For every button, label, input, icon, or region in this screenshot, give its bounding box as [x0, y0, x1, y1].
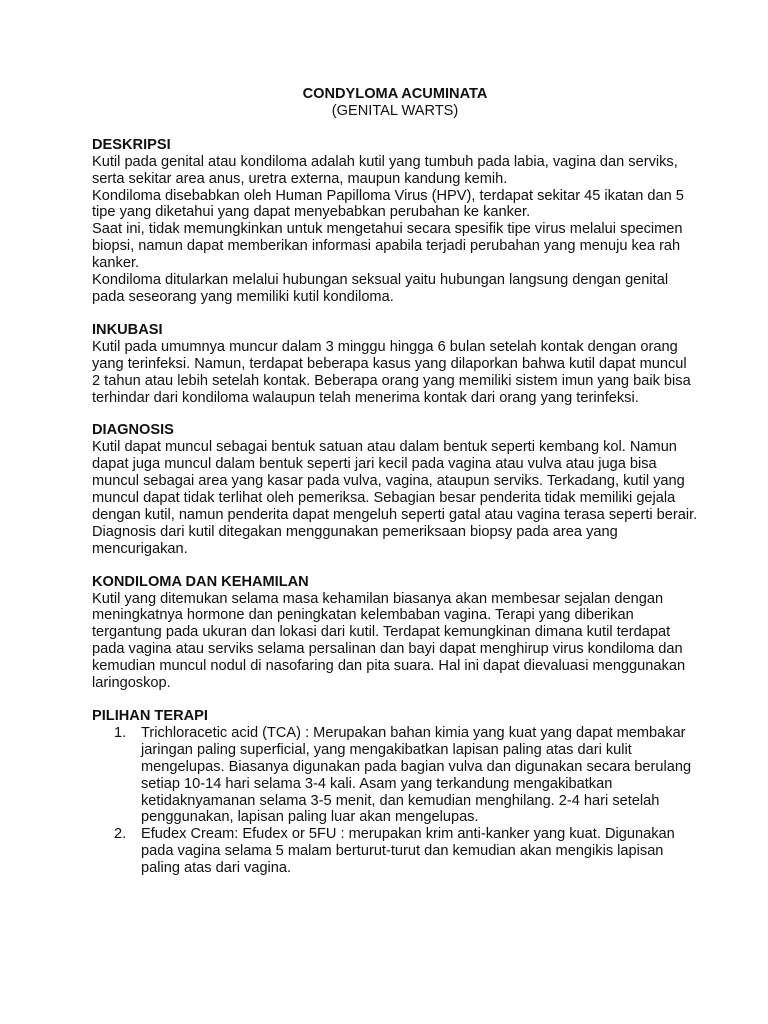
document-subtitle: (GENITAL WARTS)	[331, 102, 459, 119]
list-item	[92, 826, 698, 877]
section-inkubasi	[92, 322, 698, 407]
paragraph: Kutil dapat muncul sebagai bentuk satuan atau dalam bentuk seperti kembang kol. Namun dapat juga muncul dalam bentuk seperti jari kecil pada vagina atau vulva atau juga bisa muncul sebagai area yang kasar pada vulva, vagina, ataupun serviks. Terkadang, kutil yang muncul dapat tidak terlihat oleh pemeriksa. Sebagian besar penderita tidak memiliki gejala dengan kutil, namun penderita dapat mengeluh seperti gatal atau vagina terasa seperti berair.	[92, 439, 698, 523]
section-deskripsi	[92, 137, 698, 306]
section-heading: DIAGNOSIS	[92, 422, 174, 439]
section-heading: DESKRIPSI	[92, 136, 171, 153]
list-item-text: Trichloracetic acid (TCA) : Merupakan bahan kimia yang kuat yang dapat membakar jaringan paling superficial, yang mengakibatkan lapisan paling atas dari kulit mengelupas. Biasanya digunakan pada bagian vulva dan digunakan secara berulang setiap 10-14 hari selama 3-4 kali. Asam yang terkandung mengakibatkan ketidaknyamanan selama 3-5 menit, dan kemudian menghilang. 2-4 hari setelah penggunakan, lapisan paling luar akan mengelupas.	[141, 724, 692, 826]
paragraph: Kutil pada umumnya muncur dalam 3 minggu hingga 6 bulan setelah kontak dengan orang yang terinfeksi. Namun, terdapat beberapa kasus yang dilaporkan bahwa kutil dapat muncul 2 tahun atau lebih setelah kontak. Beberapa orang yang memiliki sistem imun yang baik bisa terhindar dari kondiloma walaupun telah menerima kontak dari orang yang terinfeksi.	[92, 338, 691, 406]
list-item-number: 2.	[114, 826, 127, 843]
list-item-text: Efudex Cream: Efudex or 5FU : merupakan krim anti-kanker yang kuat. Digunakan pada vagina selama 5 malam berturut-turut dan kemudian akan mengikis lapisan paling atas dari vagina.	[141, 826, 675, 877]
section-heading: PILIHAN TERAPI	[92, 708, 208, 724]
therapy-list	[92, 725, 698, 877]
paragraph: Kondiloma disebabkan oleh Human Papilloma Virus (HPV), terdapat sekitar 45 ikatan dan 5 tipe yang diketahui yang dapat menyebabkan perubahan ke kanker.	[92, 187, 684, 221]
section-heading: INKUBASI	[92, 321, 163, 338]
paragraph: Kutil yang ditemukan selama masa kehamilan biasanya akan membesar sejalan dengan meningkatnya hormone dan peningkatan kelembaban vagina. Terapi yang diberikan tergantung pada ukuran dan lokasi dari kutil. Terdapat kemungkinan dimana kutil terdapat pada vagina atau serviks selama persalinan dan bayi dapat menghirup virus kondiloma dan kemudian muncul nodul di nasofaring dan pita suara. Hal ini dapat dievaluasi menggunakan laringoskop.	[92, 590, 686, 692]
paragraph: Saat ini, tidak memungkinkan untuk mengetahui secara spesifik tipe virus melalui specimen biopsi, namun dapat memberikan informasi apabila terjadi perubahan yang menuju kea rah kanker.	[92, 221, 683, 272]
paragraph: Diagnosis dari kutil ditegakan menggunakan pemeriksaan biopsy pada area yang mencurigakan.	[92, 523, 618, 557]
list-item	[92, 725, 698, 826]
section-diagnosis	[92, 422, 698, 557]
list-item-number: 1.	[114, 724, 127, 741]
paragraph: Kutil pada genital atau kondiloma adalah kutil yang tumbuh pada labia, vagina dan serviks, serta sekitar area anus, uretra externa, maupun kandung kemih.	[92, 153, 678, 187]
document-title: CONDYLOMA ACUMINATA	[302, 86, 488, 102]
section-kehamilan	[92, 574, 698, 692]
section-heading: KONDILOMA DAN KEHAMILAN	[92, 573, 309, 590]
paragraph: Kondiloma ditularkan melalui hubungan seksual yaitu hubungan langsung dengan genital pada seseorang yang memiliki kutil kondiloma.	[92, 272, 669, 305]
section-terapi	[92, 708, 698, 877]
